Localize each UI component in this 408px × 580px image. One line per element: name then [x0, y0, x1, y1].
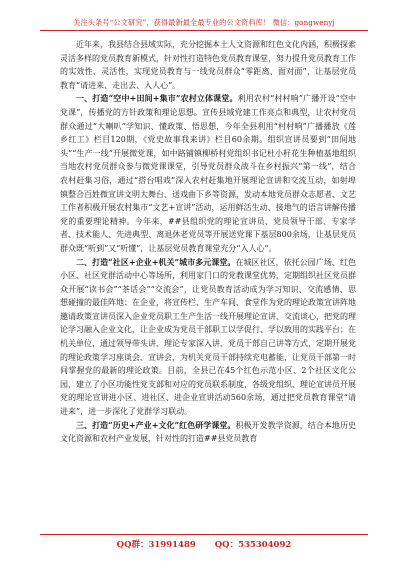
intro-paragraph: [60, 38, 356, 92]
page-header: 关注头条号“公文研究”，获得最新最全最专业的公文资料库！ 微信：gongwenyj: [73, 18, 335, 27]
section-1-body: 利用农村“村村响”广播开设“空中党课”，传播党的方针政策和理论思想。宣传县域党建工作亮点和典型，让农村党员群众通过“大喇叭”学知识、懂政策、悟思想，今年全县利用“村村响”广播播放《莲乡红工》栏目120期，《党史故事我来讲》栏目60余期。组织宣讲员要到“田间地头”“生产一线”开展微党课，如中路铺镇柳桥村党组织书记杜小籽花生种植基地组织当地农村党员群众参与微党课课堂，引导党员群众战斗在乡村振兴“第一线”，结合农村赶集习俗，通过“搭台唱戏”深入农村赶集地开展理论宣讲和交流互动，如射埠镇整合百姓微宣讲文明大舞台、送戏曲下乡等资源，发动本地党员群众志愿者、文艺工作者积极开展农村集市“文艺+宣讲”活动，运用鲜活生动、接地气的语言讲解传播党的重要理论精神。今年来，##县组织党的理论宣讲员、党员领导干部、专家学者、技术能人、先进典型、离退休老党员等开展送党课下基层800余场，让基层党员群众既“听到”又“听懂”，让基层党员教育课堂充分“入人心”。: [60, 94, 356, 253]
footer-divider: [40, 534, 368, 535]
qq-number: QQ：535304092: [214, 540, 292, 550]
section-2-body: 在城区社区，依托公园广场、红色小区、社区党群活动中心等场所，利用家门口的党教课堂优势，定期组织社区党员群众开展“读书会”“茶话会”“交流会”，让党员教育活动成为学习知识、交流感情、思想碰撞的最佳阵地；在企业，将宣传栏、生产车间、食堂作为党的理论政策宣讲阵地邀请政策宣讲员深入企业党员职工生产生活一线开展理论宣讲、交流谈心，把党的理论学习融入企业文化，让企业成为党员干部职工以学促行、学以致用的实践平台；在机关单位，通过领导带头讲、理论专家深入讲、党员干部自己讲等方式，定期开展党的理论政策学习座谈会、宣讲会，为机关党员干部持续充电蓄能，让党员干部第一时间掌握党的最新的理论政策。目前，全县已在45个红色示范小区、2个社区文化公园，建立了小区功能性党支部和对应的党员联系制度，各级党组织、理论宣讲员开展党的理论宣讲进小区、进社区、进企业宣讲活动560余场，通过把党员教育课堂“请进来”，进一步深化了党群学习联动。: [60, 257, 357, 417]
paragraph-body: 近年来，我县结合县域实际，充分挖掘本土人文资源和红色文化内涵，积极探索灵活多样的党员教育新模式，针对性打造特色党员教育课堂，努力提升党员教育工作的实效性、灵活性，实现党员教育与一线党员群众“零距离、面对面”，让基层党员教育“请进来、走出去、入人心”。: [60, 40, 356, 90]
section-1-heading: 一、打造“空中+田间+集市”农村立体课堂。: [76, 93, 238, 104]
section-3-body: 积极开发教学资源，结合本地历史文化资源和农村产业发展，针对性的打造##县党员教育: [60, 420, 357, 444]
section-2-paragraph: [60, 256, 356, 419]
header-divider: [40, 30, 368, 31]
section-1-paragraph: [60, 92, 356, 255]
qq-group-number: QQ群：31991489: [116, 540, 196, 550]
document-body: [60, 38, 356, 446]
section-2-heading: 二、打造“社区+企业+机关”城市多元课堂。: [76, 256, 236, 267]
section-3-heading: 三、打造“历史+产业+文化”红色研学课堂。: [76, 419, 236, 430]
page-footer: [0, 538, 408, 550]
section-3-paragraph: [60, 419, 356, 446]
